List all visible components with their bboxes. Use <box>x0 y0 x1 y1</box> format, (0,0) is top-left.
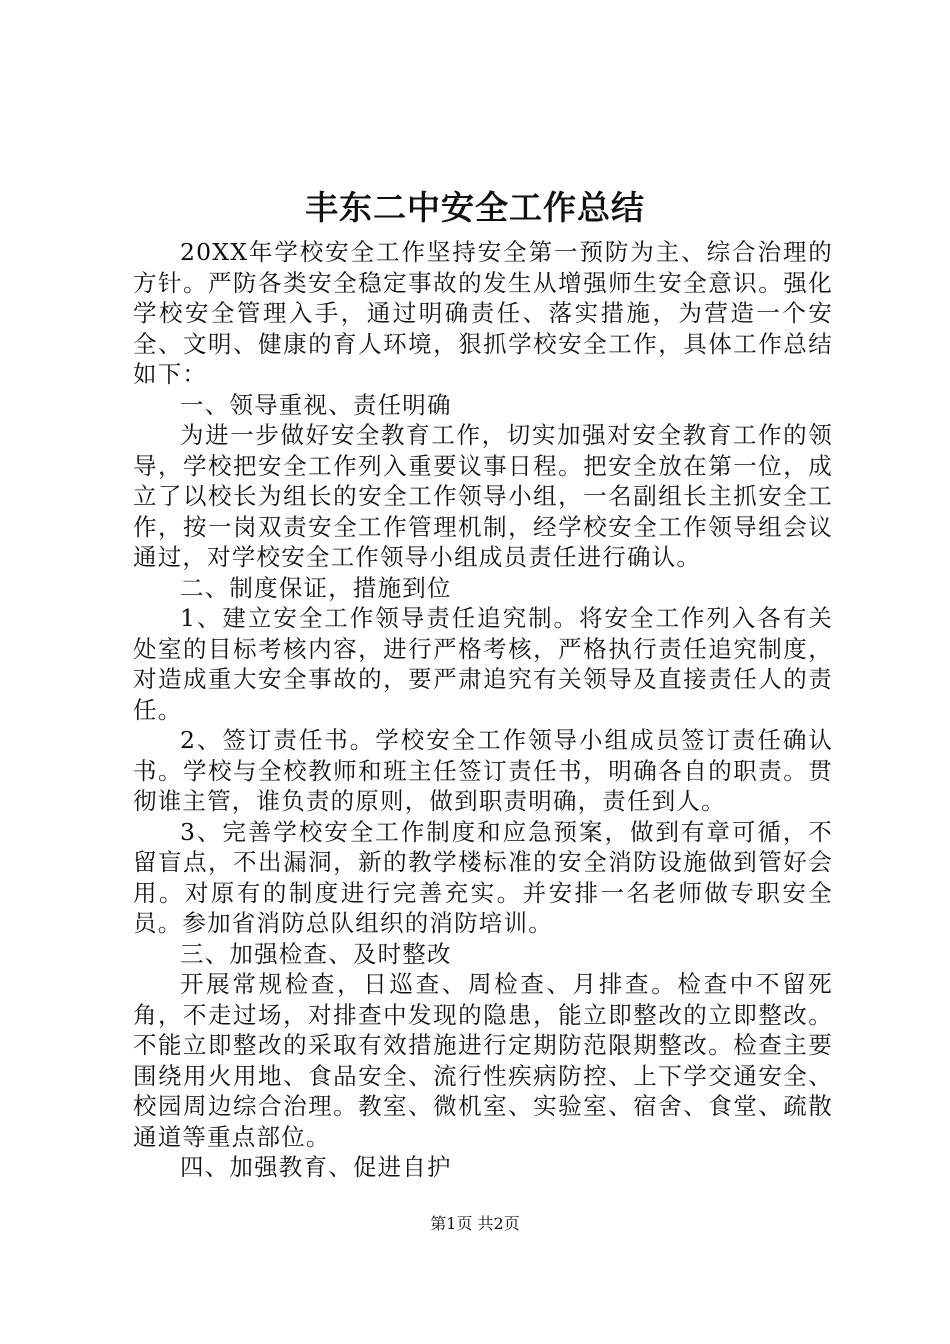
section-3-paragraph: 开展常规检查，日巡查、周检查、月排查。检查中不留死角，不走过场，对排查中发现的隐患，能立即整改的立即整改。不能立即整改的采取有效措施进行定期防范限期整改。检查主要围绕用火用地、食品安全、流行性疾病防控、上下学交通安全、校园周边综合治理。教室、微机室、实验室、宿舍、食堂、疏散通道等重点部位。 <box>133 970 833 1151</box>
intro-paragraph: 20XX年学校安全工作坚持安全第一预防为主、综合治理的方针。严防各类安全稳定事故的发生从增强师生安全意识。强化学校安全管理入手，通过明确责任、落实措施，为营造一个安全、文明、健康的育人环境，狠抓学校安全工作，具体工作总结如下： <box>133 238 833 388</box>
section-heading-1: 一、领导重视、责任明确 <box>180 390 452 419</box>
section-2-item-1: 1、建立安全工作领导责任追究制。将安全工作列入各有关处室的目标考核内容，进行严格考核，严格执行责任追究制度，对造成重大安全事故的，要严肃追究有关领导及直接责任人的责任。 <box>133 604 833 724</box>
document-body <box>133 237 833 1183</box>
section-heading-2: 二、制度保证，措施到位 <box>180 573 452 602</box>
page-footer: 第1页 共2页 <box>430 1214 520 1233</box>
section-2-item-2: 2、签订责任书。学校安全工作领导小组成员签订责任确认书。学校与全校教师和班主任签订责任书，明确各自的职责。贯彻谁主管，谁负责的原则，做到职责明确，责任到人。 <box>133 726 833 815</box>
section-1-paragraph: 为进一步做好安全教育工作，切实加强对安全教育工作的领导，学校把安全工作列入重要议事日程。把安全放在第一位，成立了以校长为组长的安全工作领导小组，一名副组长主抓安全工作，按一岗双责安全工作管理机制，经学校安全工作领导组会议通过，对学校安全工作领导小组成员责任进行确认。 <box>133 421 833 571</box>
document-title: 丰东二中安全工作总结 <box>305 188 645 227</box>
section-2-item-3: 3、完善学校安全工作制度和应急预案，做到有章可循，不留盲点，不出漏洞，新的教学楼标准的安全消防设施做到管好会用。对原有的制度进行完善充实。并安排一名老师做专职安全员。参加省消防总队组织的消防培训。 <box>133 817 833 937</box>
section-heading-3: 三、加强检查、及时整改 <box>180 939 452 968</box>
section-heading-4: 四、加强教育、促进自护 <box>180 1153 452 1181</box>
